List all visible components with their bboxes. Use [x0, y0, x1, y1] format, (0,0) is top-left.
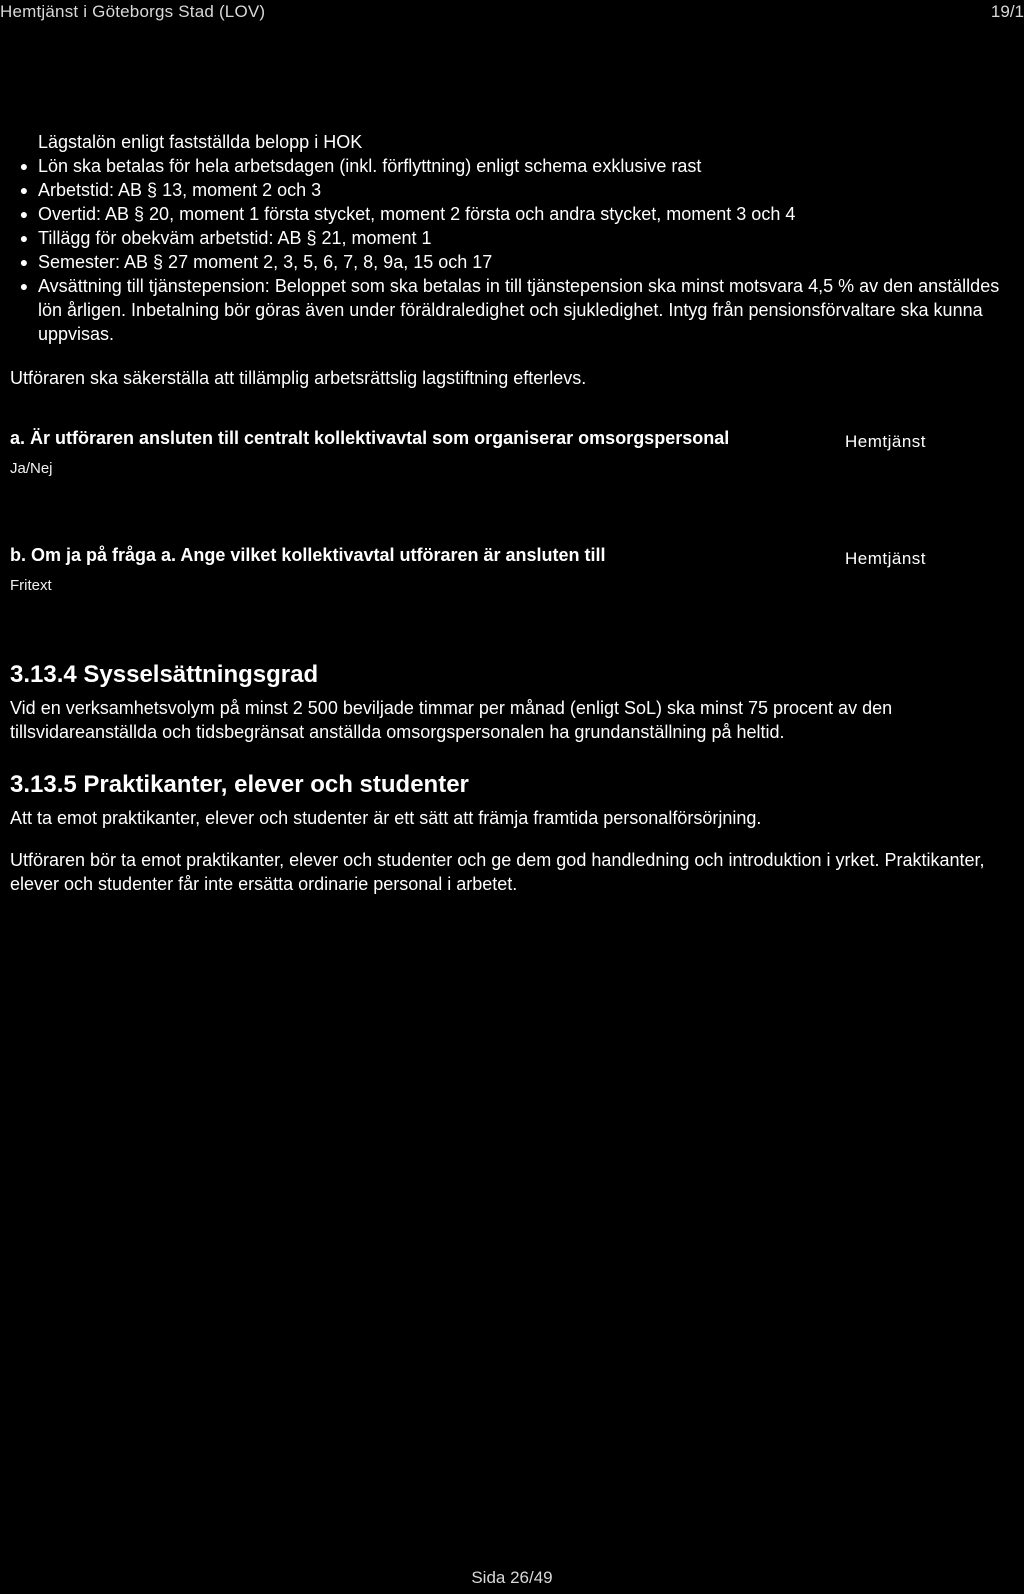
list-item-text: Arbetstid: AB § 13, moment 2 och 3: [38, 180, 322, 200]
document-header-page-ref: 19/1: [990, 2, 1024, 21]
list-item: [10, 274, 1020, 346]
list-item: [10, 178, 1020, 202]
bullet-icon: ●: [19, 278, 29, 294]
question-title: b. Om ja på fråga a. Ange vilket kollektivavtal utföraren är ansluten till: [10, 545, 606, 565]
question-a: [10, 426, 1010, 481]
bullet-icon: ●: [19, 206, 29, 222]
list-item: [10, 154, 1020, 178]
section-paragraph: Vid en verksamhetsvolym på minst 2 500 beviljade timmar per månad (enligt SoL) ska minst 75 procent av den tillsvidareanställda och tidsbegränsat anställda omsorgspersonalen ha grundanställning på heltid.: [10, 698, 893, 742]
question-b: [10, 543, 1010, 598]
list-item-text: Tillägg för obekväm arbetstid: AB § 21, moment 1: [38, 228, 432, 248]
question-scope: Hemtjänst: [845, 432, 927, 451]
list-item: [10, 250, 1020, 274]
section-heading: 3.13.4 Sysselsättningsgrad: [10, 661, 319, 688]
question-scope: Hemtjänst: [845, 549, 927, 568]
compliance-paragraph: Utföraren ska säkerställa att tillämplig arbetsrättslig lagstiftning efterlevs.: [10, 368, 587, 388]
question-answer-type: Fritext: [10, 577, 52, 594]
question-title: a. Är utföraren ansluten till centralt kollektivavtal som organiserar omsorgspersonal: [10, 428, 730, 448]
bullet-icon: ●: [19, 182, 29, 198]
section-heading: 3.13.5 Praktikanter, elever och studenter: [10, 771, 469, 798]
intro-line: Lägstalön enligt fastställda belopp i HOK: [38, 132, 363, 152]
page-content: [10, 130, 1020, 896]
list-item-text: Lön ska betalas för hela arbetsdagen (inkl. förflyttning) enligt schema exklusive rast: [38, 156, 702, 176]
list-item: [10, 226, 1020, 250]
page-number: Sida 26/49: [471, 1568, 553, 1587]
bullet-icon: ●: [19, 158, 29, 174]
bullet-icon: ●: [19, 254, 29, 270]
section-paragraph: Att ta emot praktikanter, elever och studenter är ett sätt att främja framtida personalförsörjning.: [10, 808, 762, 828]
requirements-list: [10, 154, 1020, 346]
list-item-text: Avsättning till tjänstepension: Beloppet som ska betalas in till tjänstepension ska minst motsvara 4,5 % av den anställdes lön årligen. Inbetalning bör göras även under föräldraledighet och sjukledighet. Intyg från pensionsförvaltare ska kunna uppvisas.: [38, 276, 1000, 344]
bullet-icon: ●: [19, 230, 29, 246]
list-item-text: Overtid: AB § 20, moment 1 första stycket, moment 2 första och andra stycket, moment 3 och 4: [38, 204, 796, 224]
list-item: [10, 202, 1020, 226]
document-header-title: Hemtjänst i Göteborgs Stad (LOV): [0, 2, 266, 21]
section-paragraph: Utföraren bör ta emot praktikanter, elever och studenter och ge dem god handledning och introduktion i yrket. Praktikanter, elever och studenter får inte ersätta ordinarie personal i arbetet.: [10, 850, 985, 894]
question-answer-type: Ja/Nej: [10, 460, 53, 477]
list-item-text: Semester: AB § 27 moment 2, 3, 5, 6, 7, 8, 9a, 15 och 17: [38, 252, 493, 272]
